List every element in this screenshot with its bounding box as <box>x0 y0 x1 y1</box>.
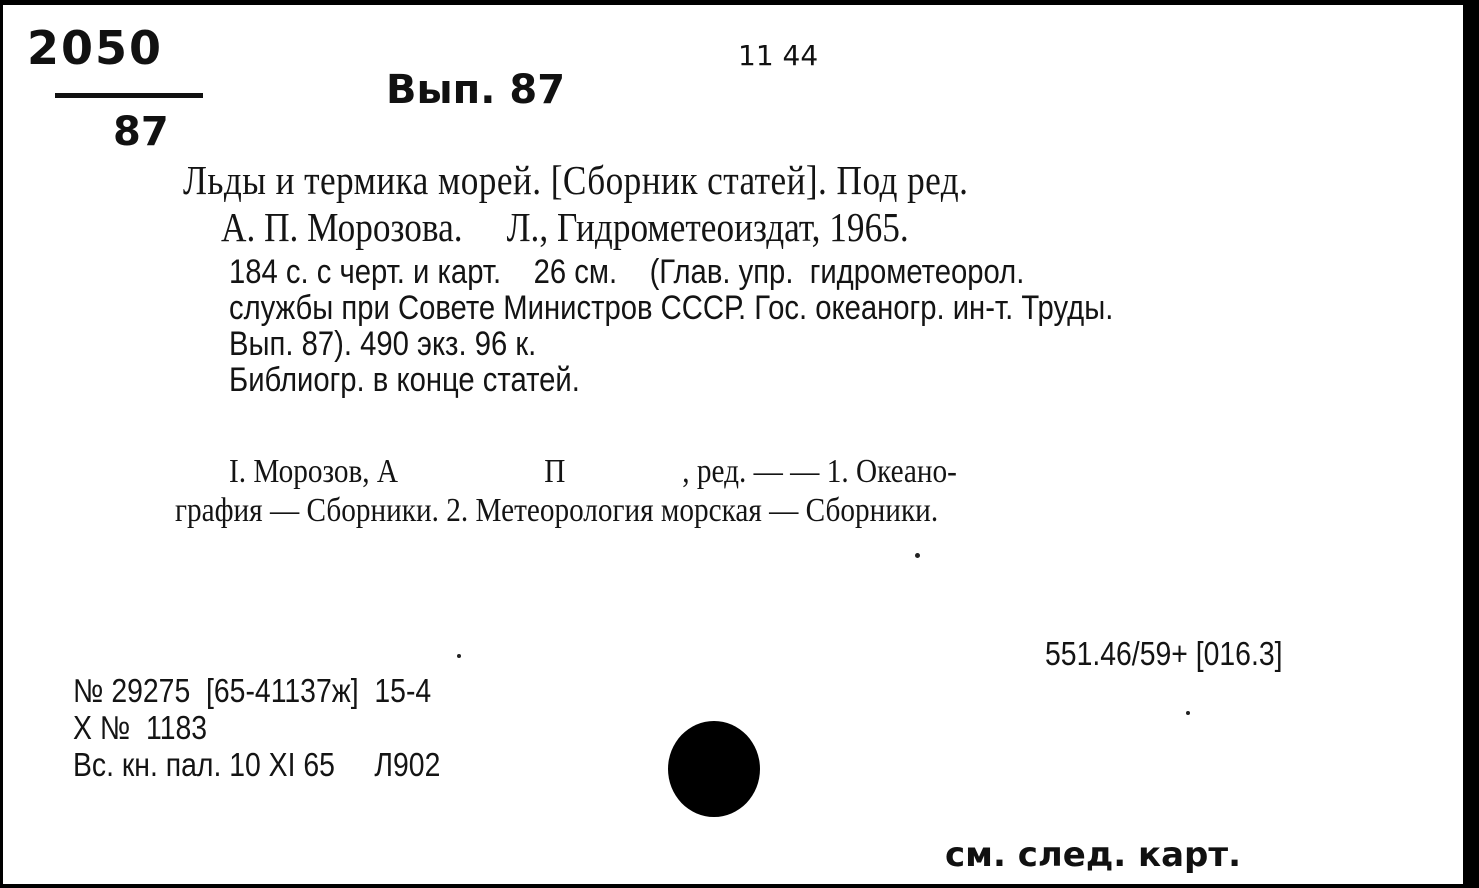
tracing-line-1: I. Морозов, А П , ред. — — 1. Океано- <box>229 453 957 490</box>
registration-chamber-line: Вс. кн. пал. 10 XI 65 Л902 <box>73 746 441 783</box>
entry-body-line: Вып. 87). 490 экз. 96 к. <box>229 325 537 363</box>
ink-speck <box>1186 711 1190 715</box>
shelf-mark-top: 2050 <box>27 21 164 75</box>
registration-number-line: № 29275 [65-41137ж] 15-4 <box>73 672 432 709</box>
entry-title-line-1: Льды и термика морей. [Сборник статей]. Под ред. <box>183 157 969 203</box>
small-handwritten-note: 11 44 <box>738 39 819 72</box>
ink-speck <box>915 553 920 558</box>
entry-body-line: 184 с. с черт. и карт. 26 см. (Глав. упр. гидрометеорол. <box>229 253 1025 291</box>
issue-note: Вып. 87 <box>386 67 566 113</box>
entry-body-line: службы при Совете Министров СССР. Гос. океаногр. ин-т. Труды. <box>229 289 1114 327</box>
tracing-line-2: графия — Сборники. 2. Метеорология морская — Сборники. <box>175 492 939 529</box>
udc-classification: 551.46/59+ [016.3] <box>1045 635 1283 672</box>
entry-title-line-2: А. П. Морозова. Л., Гидрометеоиздат, 1965. <box>221 204 909 250</box>
shelf-mark-divider <box>55 93 203 98</box>
next-card-stamp: см. след. карт. <box>945 835 1242 875</box>
entry-body-line: Библиогр. в конце статей. <box>229 361 580 399</box>
punch-hole <box>668 721 760 817</box>
ink-speck <box>457 654 461 658</box>
registration-x-line: X № 1183 <box>73 709 208 746</box>
shelf-mark-bottom: 87 <box>113 109 169 155</box>
